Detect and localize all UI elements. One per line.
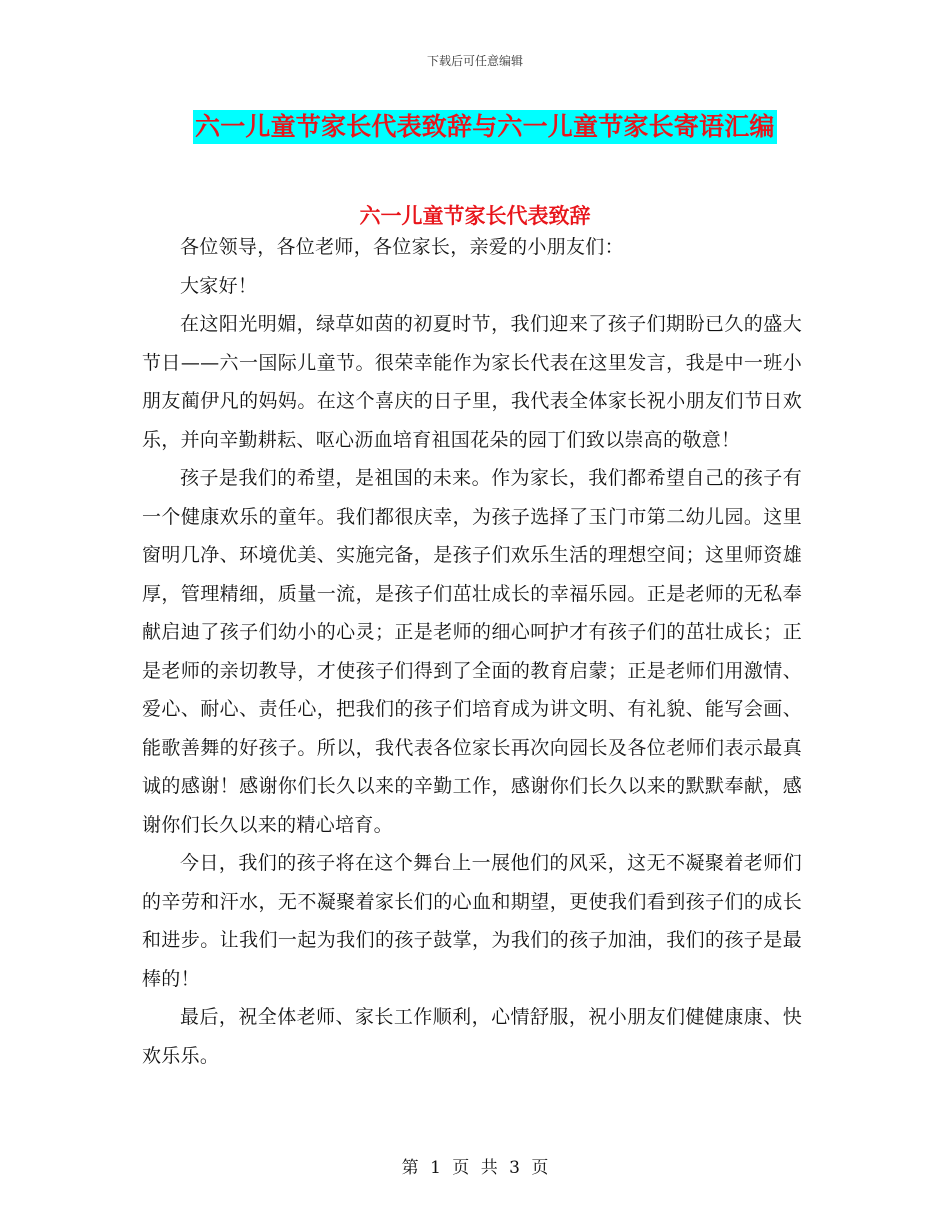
- paragraph-closing: 最后，祝全体老师、家长工作顺利，心情舒服，祝小朋友们健健康康、快欢乐乐。: [142, 1006, 802, 1067]
- main-title: 六一儿童节家长代表致辞与六一儿童节家长寄语汇编: [193, 110, 777, 144]
- page-number: 第 1 页 共 3 页: [401, 1158, 549, 1178]
- document-body: [142, 228, 802, 1075]
- paragraph-greeting: 大家好！: [180, 274, 258, 297]
- section-title: 六一儿童节家长代表致辞: [359, 204, 591, 228]
- header-note: 下载后可任意编辑: [426, 54, 523, 68]
- paragraph: 今日，我们的孩子将在这个舞台上一展他们的风采，这无不凝聚着老师们的辛劳和汗水，无不凝聚着家长们的心血和期望，更使我们看到孩子们的成长和进步。让我们一起为我们的孩子鼓掌，为我们的孩子加油，我们的孩子是最棒的！: [142, 852, 802, 990]
- paragraph-salutation: 各位领导，各位老师，各位家长，亲爱的小朋友们：: [180, 236, 624, 258]
- paragraph: 孩子是我们的希望，是祖国的未来。作为家长，我们都希望自己的孩子有一个健康欢乐的童年。我们都很庆幸，为孩子选择了玉门市第二幼儿园。这里窗明几净、环境优美、实施完备，是孩子们欢乐生活的理想空间；这里师资雄厚，管理精细，质量一流，是孩子们茁壮成长的幸福乐园。正是老师的无私奉献启迪了孩子们幼小的心灵；正是老师的细心呵护才有孩子们的茁壮成长；正是老师的亲切教导，才使孩子们得到了全面的教育启蒙；正是老师们用激情、爱心、耐心、责任心，把我们的孩子们培育成为讲文明、有礼貌、能写会画、能歌善舞的好孩子。所以，我代表各位家长再次向园长及各位老师们表示最真诚的感谢！感谢你们长久以来的辛勤工作，感谢你们长久以来的默默奉献，感谢你们长久以来的精心培育。: [142, 467, 802, 836]
- paragraph: 在这阳光明媚，绿草如茵的初夏时节，我们迎来了孩子们期盼已久的盛大节日——六一国际儿童节。很荣幸能作为家长代表在这里发言，我是中一班小朋友蔺伊凡的妈妈。在这个喜庆的日子里，我代表全体家长祝小朋友们节日欢乐，并向辛勤耕耘、呕心沥血培育祖国花朵的园丁们致以崇高的敬意！: [142, 313, 802, 451]
